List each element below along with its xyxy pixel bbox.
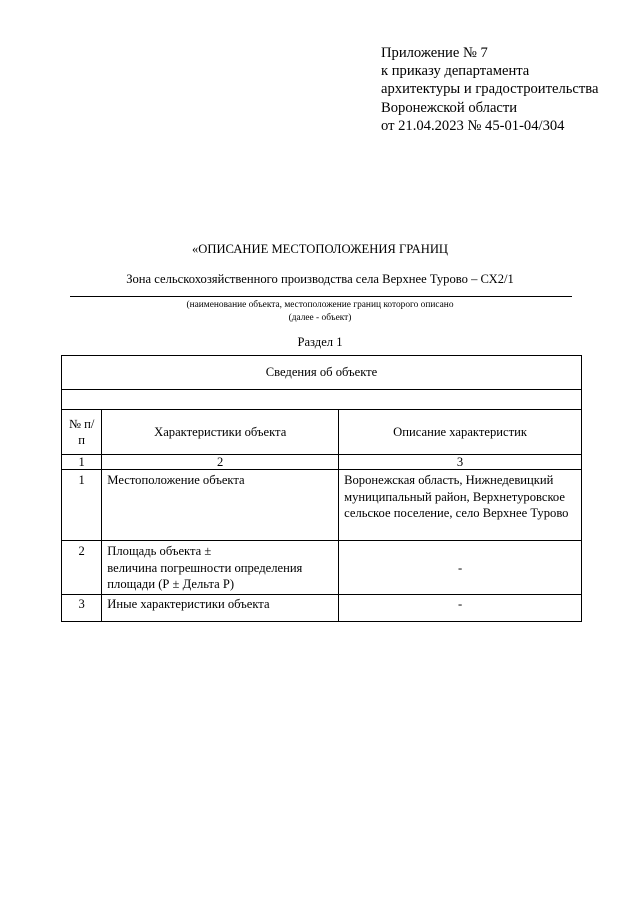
appendix-line: Воронежской области: [381, 99, 518, 116]
table-blank-row: [62, 390, 582, 410]
index-cell: 3: [339, 455, 582, 470]
row-characteristic-line: Площадь объекта ±: [107, 544, 212, 558]
row-description: -: [339, 541, 582, 595]
appendix-note: [381, 44, 631, 135]
row-num: 3: [62, 595, 102, 622]
row-characteristic: Иные характеристики объекта: [102, 595, 339, 622]
table-index-row: [62, 455, 582, 470]
section-title: Раздел 1: [297, 335, 343, 349]
document-title: «ОПИСАНИЕ МЕСТОПОЛОЖЕНИЯ ГРАНИЦ: [191, 242, 449, 256]
header-num: № п/п: [62, 410, 102, 455]
table-blank-cell: [62, 390, 582, 410]
row-characteristic-line: площади (Р ± Дельта Р): [107, 577, 235, 591]
row-characteristic-line: величина погрешности определения: [107, 560, 303, 575]
table-row: [62, 595, 582, 622]
row-description: -: [339, 595, 582, 622]
table-caption-row: [62, 356, 582, 390]
row-characteristic: Местоположение объекта: [102, 470, 339, 541]
zone-hint-line: (наименование объекта, местоположение границ которого описано: [186, 300, 454, 310]
zone-name: Зона сельскохозяйственного производства села Верхнее Турово – СХ2/1: [126, 272, 514, 286]
zone-hint: [60, 299, 580, 324]
appendix-line: к приказу департамента: [381, 63, 530, 80]
header-description: Описание характеристик: [339, 410, 582, 455]
row-num: 2: [62, 541, 102, 595]
table-row: [62, 541, 582, 595]
table-caption: Сведения об объекте: [62, 356, 582, 390]
appendix-line: архитектуры и градостроительства: [381, 81, 599, 98]
appendix-line: Приложение № 7: [381, 45, 488, 61]
table-header-row: [62, 410, 582, 455]
index-cell: 1: [62, 455, 102, 470]
row-description: Воронежская область, Нижнедевицкий муниципальный район, Верхнетуровское сельское поселение, село Верхнее Турово: [339, 470, 582, 541]
index-cell: 2: [102, 455, 339, 470]
object-info-table: [61, 355, 582, 622]
row-num: 1: [62, 470, 102, 541]
appendix-line: от 21.04.2023 № 45-01-04/304: [381, 117, 565, 134]
zone-underline: [70, 296, 572, 297]
header-characteristic: Характеристики объекта: [102, 410, 339, 455]
table-row: [62, 470, 582, 541]
row-characteristic: [102, 541, 339, 595]
zone-hint-line: (далее - объект): [288, 312, 352, 323]
